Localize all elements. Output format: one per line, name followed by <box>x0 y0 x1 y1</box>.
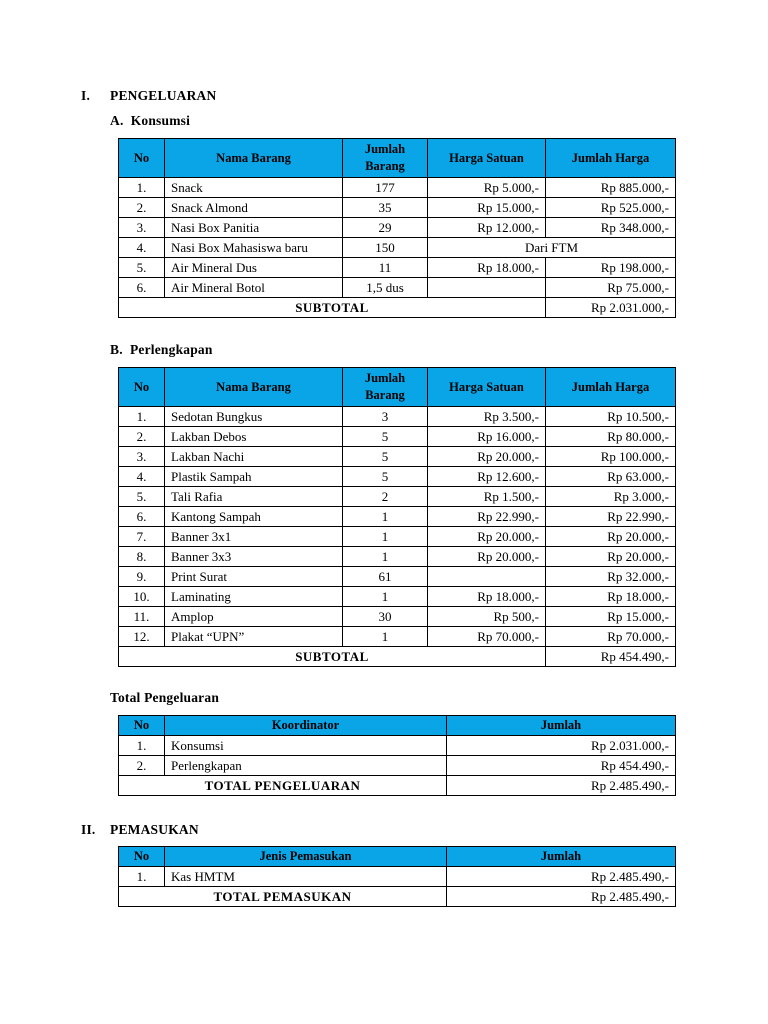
table-row <box>119 278 676 298</box>
cell-jumlah-harga: Rp 18.000,- <box>546 587 676 607</box>
cell-jumlah-harga: Rp 75.000,- <box>546 278 676 298</box>
pemasukan-table <box>118 846 676 907</box>
cell-no: 2. <box>119 427 165 447</box>
cell-nama-barang: Snack Almond <box>165 198 343 218</box>
cell-no: 12. <box>119 627 165 647</box>
table-row <box>119 587 676 607</box>
cell-nama-barang: Banner 3x3 <box>165 547 343 567</box>
cell-nama-barang: Tali Rafia <box>165 487 343 507</box>
cell-jumlah-barang: 1 <box>343 627 428 647</box>
table-row <box>119 218 676 238</box>
table-row <box>119 567 676 587</box>
perlengkapan-letter: B. <box>110 342 123 357</box>
col-header-no: No <box>119 368 165 407</box>
cell-jumlah-harga: Rp 22.990,- <box>546 507 676 527</box>
cell-jumlah-barang: 177 <box>343 178 428 198</box>
table-row <box>119 258 676 278</box>
cell-no: 7. <box>119 527 165 547</box>
cell-no: 1. <box>119 867 165 887</box>
pemasukan-header-row <box>119 847 676 867</box>
cell-jumlah-harga: Rp 15.000,- <box>546 607 676 627</box>
konsumsi-table <box>118 138 676 318</box>
table-row <box>119 427 676 447</box>
col-header-nama-barang: Nama Barang <box>165 139 343 178</box>
total-pengeluaran-header-row <box>119 716 676 736</box>
total-pemasukan-value: Rp 2.485.490,- <box>447 887 676 907</box>
col-header-harga-satuan: Harga Satuan <box>428 139 546 178</box>
col-header-no: No <box>119 716 165 736</box>
konsumsi-letter: A. <box>110 113 124 128</box>
col-header-jumlah-barang: Jumlah Barang <box>343 139 428 178</box>
cell-jumlah-barang: 61 <box>343 567 428 587</box>
table-row <box>119 447 676 467</box>
cell-jumlah-harga: Rp 32.000,- <box>546 567 676 587</box>
table-row <box>119 178 676 198</box>
cell-no: 3. <box>119 447 165 467</box>
perlengkapan-heading <box>110 342 213 358</box>
cell-jumlah-barang: 1,5 dus <box>343 278 428 298</box>
table-row <box>119 527 676 547</box>
cell-jumlah-harga: Rp 3.000,- <box>546 487 676 507</box>
total-pemasukan-label: TOTAL PEMASUKAN <box>119 887 447 907</box>
cell-nama-barang: Print Surat <box>165 567 343 587</box>
cell-jumlah-barang: 11 <box>343 258 428 278</box>
cell-harga-satuan: Rp 12.600,- <box>428 467 546 487</box>
subtotal-value: Rp 2.031.000,- <box>546 298 676 318</box>
konsumsi-title: Konsumsi <box>130 113 191 128</box>
cell-jumlah-barang: 5 <box>343 427 428 447</box>
cell-jumlah-harga: Rp 348.000,- <box>546 218 676 238</box>
cell-nama-barang: Lakban Debos <box>165 427 343 447</box>
total-pengeluaran-table <box>118 715 676 796</box>
cell-no: 5. <box>119 258 165 278</box>
table-row <box>119 867 676 887</box>
cell-jumlah-harga: Rp 70.000,- <box>546 627 676 647</box>
cell-jumlah-barang: 150 <box>343 238 428 258</box>
total-pengeluaran-label: TOTAL PENGELUARAN <box>119 776 447 796</box>
table-row <box>119 627 676 647</box>
cell-harga-satuan: Rp 20.000,- <box>428 527 546 547</box>
cell-no: 10. <box>119 587 165 607</box>
cell-jumlah-harga: Rp 10.500,- <box>546 407 676 427</box>
col-header-jumlah: Jumlah <box>447 847 676 867</box>
cell-no: 1. <box>119 407 165 427</box>
cell-jumlah-barang: 35 <box>343 198 428 218</box>
cell-harga-satuan: Rp 18.000,- <box>428 587 546 607</box>
cell-jumlah-barang: 1 <box>343 507 428 527</box>
cell-jumlah-harga: Rp 525.000,- <box>546 198 676 218</box>
cell-koordinator: Konsumsi <box>165 736 447 756</box>
cell-nama-barang: Snack <box>165 178 343 198</box>
cell-nama-barang: Air Mineral Dus <box>165 258 343 278</box>
cell-nama-barang: Plakat “UPN” <box>165 627 343 647</box>
cell-harga-satuan: Rp 500,- <box>428 607 546 627</box>
subtotal-value: Rp 454.490,- <box>546 647 676 667</box>
cell-no: 2. <box>119 198 165 218</box>
total-row <box>119 776 676 796</box>
cell-harga-satuan: Rp 5.000,- <box>428 178 546 198</box>
subtotal-row <box>119 298 676 318</box>
cell-jumlah-harga: Rp 20.000,- <box>546 527 676 547</box>
col-header-no: No <box>119 847 165 867</box>
perlengkapan-title: Perlengkapan <box>129 342 213 357</box>
cell-nama-barang: Air Mineral Botol <box>165 278 343 298</box>
cell-harga-satuan: Rp 3.500,- <box>428 407 546 427</box>
table-row <box>119 507 676 527</box>
cell-koordinator: Perlengkapan <box>165 756 447 776</box>
cell-no: 1. <box>119 178 165 198</box>
cell-no: 2. <box>119 756 165 776</box>
cell-jumlah-barang: 1 <box>343 587 428 607</box>
cell-no: 6. <box>119 278 165 298</box>
cell-nama-barang: Amplop <box>165 607 343 627</box>
perlengkapan-table <box>118 367 676 667</box>
cell-nama-barang: Nasi Box Mahasiswa baru <box>165 238 343 258</box>
cell-no: 1. <box>119 736 165 756</box>
table-row <box>119 736 676 756</box>
cell-jumlah-harga: Rp 80.000,- <box>546 427 676 447</box>
cell-harga-satuan: Rp 20.000,- <box>428 547 546 567</box>
cell-no: 3. <box>119 218 165 238</box>
cell-harga-satuan: Rp 70.000,- <box>428 627 546 647</box>
subtotal-label: SUBTOTAL <box>119 647 546 667</box>
section-2-number: II. <box>81 822 96 837</box>
cell-nama-barang: Sedotan Bungkus <box>165 407 343 427</box>
cell-harga-satuan: Rp 1.500,- <box>428 487 546 507</box>
table-row <box>119 467 676 487</box>
cell-nama-barang: Nasi Box Panitia <box>165 218 343 238</box>
total-pengeluaran-heading: Total Pengeluaran <box>110 690 220 705</box>
cell-nama-barang: Plastik Sampah <box>165 467 343 487</box>
table-row <box>119 198 676 218</box>
total-pengeluaran-value: Rp 2.485.490,- <box>447 776 676 796</box>
col-header-jumlah-harga: Jumlah Harga <box>546 368 676 407</box>
cell-no: 4. <box>119 238 165 258</box>
col-header-jumlah-harga: Jumlah Harga <box>546 139 676 178</box>
cell-jumlah-harga: Rp 20.000,- <box>546 547 676 567</box>
col-header-jumlah-barang: Jumlah Barang <box>343 368 428 407</box>
cell-jumlah-barang: 5 <box>343 447 428 467</box>
cell-harga-satuan: Rp 20.000,- <box>428 447 546 467</box>
table-row <box>119 487 676 507</box>
table-row <box>119 547 676 567</box>
section-1-heading <box>81 88 217 104</box>
cell-jumlah-harga: Rp 63.000,- <box>546 467 676 487</box>
cell-harga-satuan: Rp 18.000,- <box>428 258 546 278</box>
section-2-heading <box>81 822 199 838</box>
cell-harga-satuan <box>428 567 546 587</box>
subtotal-label: SUBTOTAL <box>119 298 546 318</box>
cell-harga-satuan: Rp 12.000,- <box>428 218 546 238</box>
col-header-harga-satuan: Harga Satuan <box>428 368 546 407</box>
cell-jumlah-harga: Rp 885.000,- <box>546 178 676 198</box>
total-row <box>119 887 676 907</box>
cell-jumlah-barang: 1 <box>343 527 428 547</box>
cell-jumlah-barang: 1 <box>343 547 428 567</box>
cell-jumlah: Rp 2.485.490,- <box>447 867 676 887</box>
cell-nama-barang: Banner 3x1 <box>165 527 343 547</box>
cell-jumlah-harga: Rp 198.000,- <box>546 258 676 278</box>
cell-nama-barang: Kantong Sampah <box>165 507 343 527</box>
table-row <box>119 407 676 427</box>
table-row <box>119 607 676 627</box>
cell-keterangan: Dari FTM <box>428 238 676 258</box>
col-header-jenis-pemasukan: Jenis Pemasukan <box>165 847 447 867</box>
table-row <box>119 756 676 776</box>
cell-jumlah: Rp 2.031.000,- <box>447 736 676 756</box>
cell-no: 6. <box>119 507 165 527</box>
konsumsi-header-row <box>119 139 676 178</box>
table-row <box>119 238 676 258</box>
cell-no: 11. <box>119 607 165 627</box>
section-1-number: I. <box>81 88 91 103</box>
cell-no: 9. <box>119 567 165 587</box>
col-header-no: No <box>119 139 165 178</box>
konsumsi-heading <box>110 113 190 129</box>
cell-harga-satuan <box>428 278 546 298</box>
cell-harga-satuan: Rp 22.990,- <box>428 507 546 527</box>
col-header-jumlah: Jumlah <box>447 716 676 736</box>
perlengkapan-header-row <box>119 368 676 407</box>
cell-nama-barang: Laminating <box>165 587 343 607</box>
cell-jenis-pemasukan: Kas HMTM <box>165 867 447 887</box>
section-1-title: PENGELUARAN <box>110 88 217 103</box>
cell-jumlah-barang: 2 <box>343 487 428 507</box>
cell-harga-satuan: Rp 16.000,- <box>428 427 546 447</box>
cell-nama-barang: Lakban Nachi <box>165 447 343 467</box>
cell-jumlah-barang: 5 <box>343 467 428 487</box>
cell-no: 8. <box>119 547 165 567</box>
subtotal-row <box>119 647 676 667</box>
cell-jumlah-barang: 30 <box>343 607 428 627</box>
col-header-koordinator: Koordinator <box>165 716 447 736</box>
cell-harga-satuan: Rp 15.000,- <box>428 198 546 218</box>
cell-jumlah-harga: Rp 100.000,- <box>546 447 676 467</box>
cell-jumlah: Rp 454.490,- <box>447 756 676 776</box>
cell-no: 5. <box>119 487 165 507</box>
section-2-title: PEMASUKAN <box>110 822 199 837</box>
col-header-nama-barang: Nama Barang <box>165 368 343 407</box>
cell-jumlah-barang: 3 <box>343 407 428 427</box>
cell-no: 4. <box>119 467 165 487</box>
cell-jumlah-barang: 29 <box>343 218 428 238</box>
